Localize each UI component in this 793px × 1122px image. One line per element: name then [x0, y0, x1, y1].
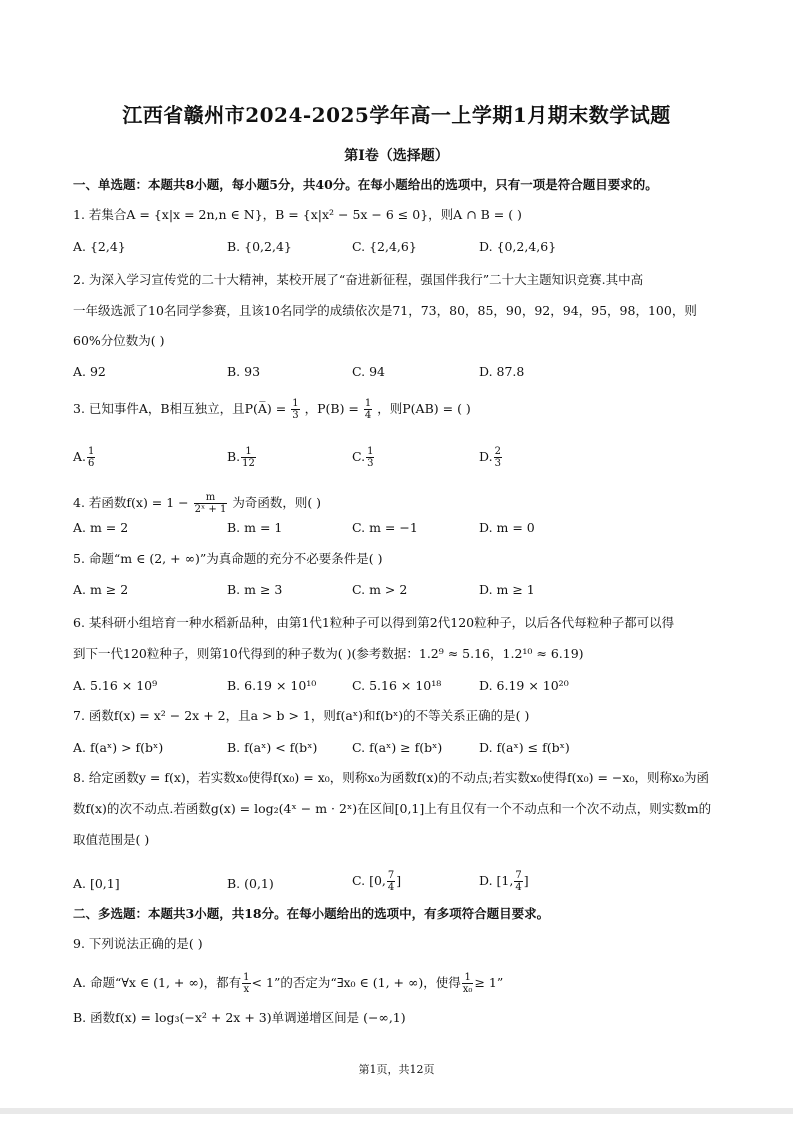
q7-option-b: B. f(aˣ) < f(bˣ)	[227, 740, 318, 755]
q3-option-b: B. $\frac{1}{12}$	[227, 446, 255, 469]
q8-option-b: B. (0,1)	[227, 876, 274, 891]
q4-stem-post: 为奇函数，则( )	[232, 495, 322, 510]
q7-stem: 7. 函数f(x) = x² − 2x + 2，且a > b > 1，则f(aˣ)和f(bˣ)的不等关系正确的是( )	[73, 708, 530, 723]
q7-option-d: D. f(aˣ) ≤ f(bˣ)	[479, 740, 570, 755]
q4-stem-pre: 4. 若函数f(x) = 1 −	[73, 495, 189, 510]
q9-option-b: B. 函数f(x) = log₃(−x² + 2x + 3)单调递增区间是 (−∞,1)	[73, 1010, 406, 1025]
q2-option-d: D. 87.8	[479, 364, 525, 379]
q6-option-a: A. 5.16 × 10⁹	[73, 678, 158, 693]
q4-option-d: D. m = 0	[479, 520, 535, 535]
q5-option-c: C. m > 2	[352, 582, 408, 597]
q8-option-a: A. [0,1]	[73, 876, 120, 891]
q5-stem: 5. 命题“m ∈ (2, + ∞)”为真命题的充分不必要条件是( )	[73, 551, 383, 566]
q5-option-d: D. m ≥ 1	[479, 582, 535, 597]
q4-stem	[73, 492, 321, 515]
q6-option-d: D. 6.19 × 10²⁰	[479, 678, 569, 693]
q3-stem-mid: ，P(B) =	[304, 401, 359, 416]
q1-stem: 1. 若集合A = {x|x = 2n,n ∈ N}，B = {x|x² − 5x − 6 ≤ 0}，则A ∩ B = ( )	[73, 207, 522, 222]
q2-line-2: 一年级选派了10名同学参赛，且该10名同学的成绩依次是71，73，80，85，90，92，94，95，98，100，则	[73, 303, 697, 318]
q2-option-c: C. 94	[352, 364, 385, 379]
q1-option-d: D. {0,2,4,6}	[479, 239, 557, 254]
q2-line-3: 60%分位数为( )	[73, 333, 165, 348]
q3-fraction-2: $\frac{1}{4}$	[364, 398, 372, 421]
q8-option-d: D. [1, $\frac{7}{4}$ ]	[479, 870, 529, 893]
section-single-choice: 一、单选题：本题共8小题，每小题5分，共40分。在每小题给出的选项中，只有一项是符合题目要求的。	[73, 177, 658, 192]
page-footer: 第1页，共12页	[358, 1063, 435, 1076]
q9-stem: 9. 下列说法正确的是( )	[73, 936, 203, 951]
q5-option-b: B. m ≥ 3	[227, 582, 283, 597]
q6-option-c: C. 5.16 × 10¹⁸	[352, 678, 442, 693]
q2-option-a: A. 92	[73, 364, 106, 379]
q4-option-c: C. m = −1	[352, 520, 418, 535]
q3-stem-post: ，则P(AB) = ( )	[377, 401, 471, 416]
q4-option-b: B. m = 1	[227, 520, 283, 535]
q2-option-b: B. 93	[227, 364, 261, 379]
q6-line-2: 到下一代120粒种子，则第10代得到的种子数为( )(参考数据：1.2⁹ ≈ 5.16，1.2¹⁰ ≈ 6.19)	[73, 646, 584, 661]
q4-fraction: $\frac{m}{\text{2ˣ + 1}}$	[194, 492, 227, 515]
q5-option-a: A. m ≥ 2	[73, 582, 129, 597]
q2-line-1: 2. 为深入学习宣传党的二十大精神，某校开展了“奋进新征程，强国伴我行”二十大主题知识竞赛.其中高	[73, 272, 644, 287]
q3-stem	[73, 398, 471, 421]
volume-subtitle: 第I卷（选择题）	[344, 148, 449, 164]
page-bottom-divider	[0, 1108, 793, 1114]
q8-option-c: C. [0, $\frac{7}{4}$ ]	[352, 870, 402, 893]
section-multiple-choice: 二、多选题：本题共3小题，共18分。在每小题给出的选项中，有多项符合题目要求。	[73, 906, 550, 921]
q3-stem-pre: 3. 已知事件A，B相互独立，且P(A̅) =	[73, 401, 287, 416]
q4-option-a: A. m = 2	[73, 520, 129, 535]
q7-option-c: C. f(aˣ) ≥ f(bˣ)	[352, 740, 443, 755]
q6-line-1: 6. 某科研小组培育一种水稻新品种，由第1代1粒种子可以得到第2代120粒种子，以后各代每粒种子都可以得	[73, 615, 675, 630]
q3-fraction-1: $\frac{1}{3}$	[292, 398, 299, 421]
q8-line-2: 数f(x)的次不动点.若函数g(x) = log₂(4ˣ − m · 2ˣ)在区间[0,1]上有且仅有一个不动点和一个次不动点，则实数m的	[73, 801, 712, 816]
q3-option-c: C. $\frac{1}{3}$	[352, 446, 374, 469]
q7-option-a: A. f(aˣ) > f(bˣ)	[73, 740, 164, 755]
q8-line-3: 取值范围是( )	[73, 832, 150, 847]
q1-option-c: C. {2,4,6}	[352, 239, 417, 254]
q1-option-b: B. {0,2,4}	[227, 239, 292, 254]
exam-title: 江西省赣州市2024-2025学年高一上学期1月期末数学试题	[122, 103, 671, 127]
q9-option-a: A. 命题“∀x ∈ (1, + ∞)，都有 $\frac{1}{x}$ < 1”的否定为“∃x₀ ∈ (1, + ∞)，使得 $\frac{1}{\text{x₀}}$ ≥ 1”	[73, 972, 504, 995]
q3-option-a: A. $\frac{1}{6}$	[73, 446, 95, 469]
q8-line-1: 8. 给定函数y = f(x)，若实数x₀使得f(x₀) = x₀，则称x₀为函数f(x)的不动点;若实数x₀使得f(x₀) = −x₀，则称x₀为函	[73, 770, 710, 785]
q1-option-a: A. {2,4}	[73, 239, 126, 254]
q3-option-d: D. $\frac{2}{3}$	[479, 446, 501, 469]
q6-option-b: B. 6.19 × 10¹⁰	[227, 678, 317, 693]
